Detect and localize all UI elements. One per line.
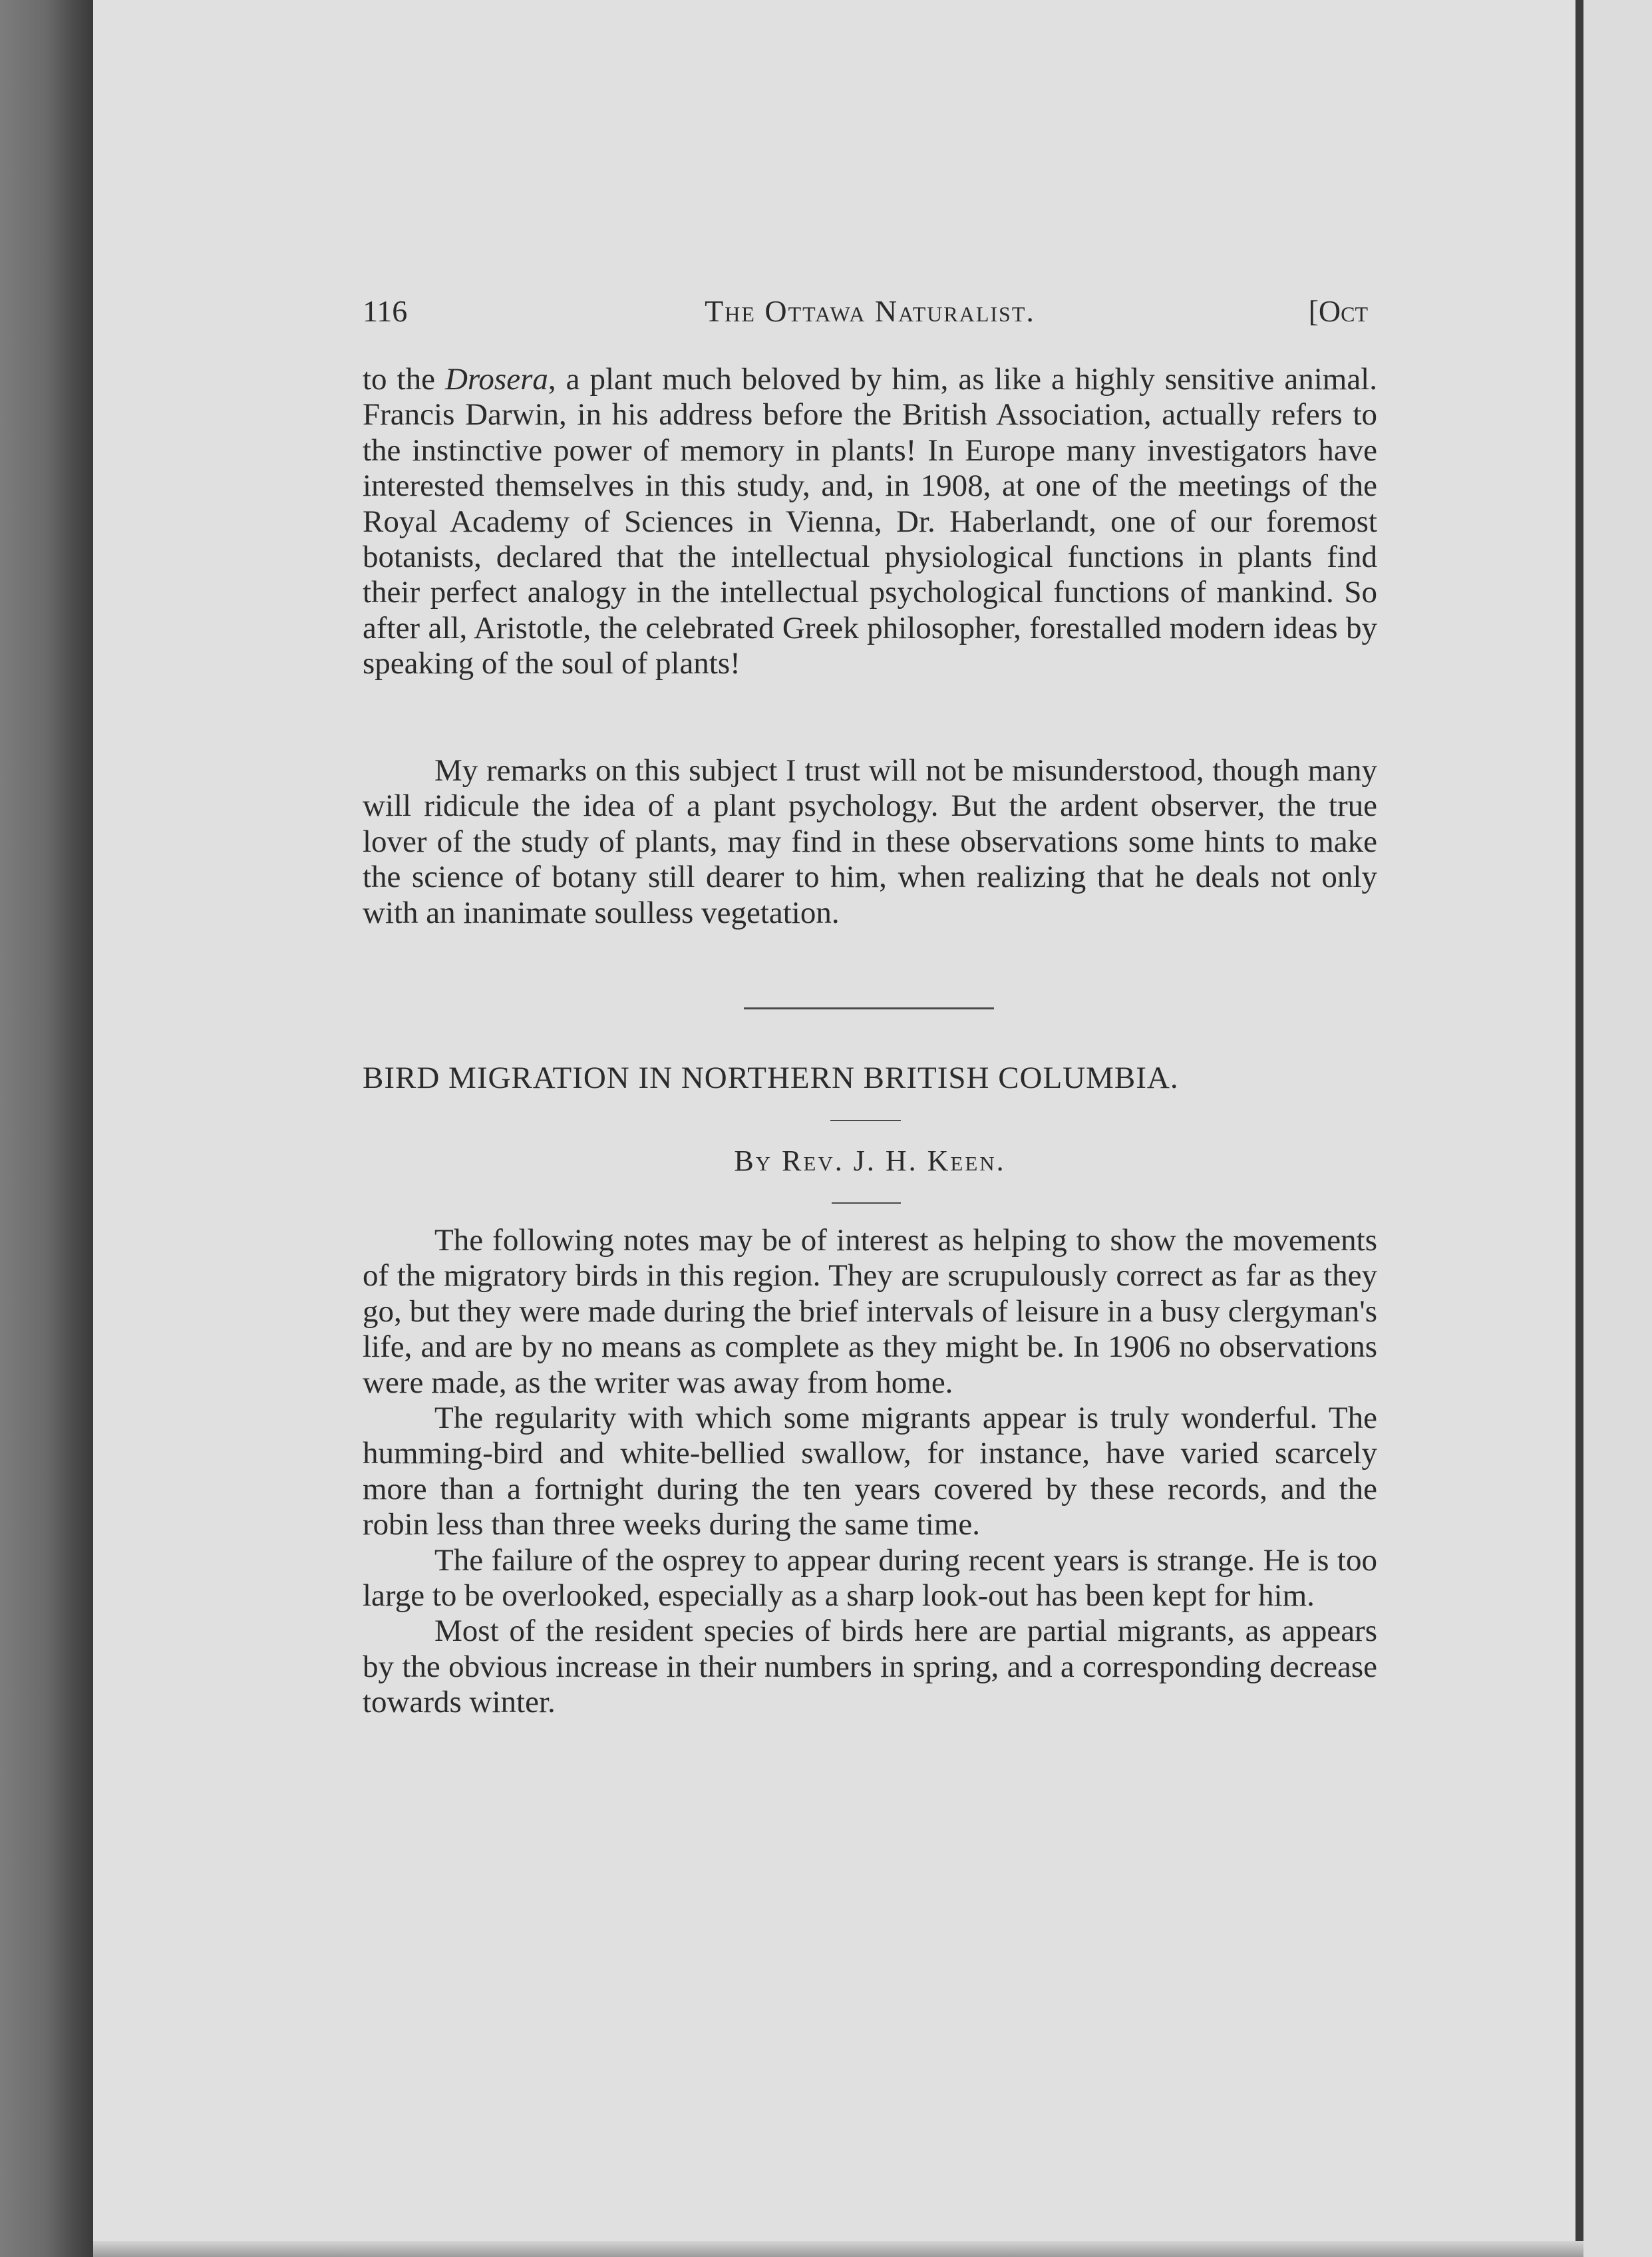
paragraph: The following notes may be of interest as helping to show the movements of the migratory birds in this region. They are scrupulously correct as far as they go, but they were made during the brief intervals of leisure in a busy clergyman's life, and are by no means as complete as they might be. In 1906 no observations were made, as the writer was away from home.: [363, 1223, 1377, 1400]
journal-title: The Ottawa Naturalist.: [705, 294, 1035, 328]
issue-month: [Oct: [1308, 294, 1368, 328]
section-divider: [744, 1007, 994, 1009]
scan-right-margin: [1583, 0, 1652, 2257]
paragraph: The failure of the osprey to appear during recent years is strange. He is too large to be overlooked, especially as a sharp look-out has been kept for him.: [363, 1542, 1377, 1614]
paragraph-remarks: My remarks on this subject I trust will not be misunderstood, though many will ridicule the idea of a plant psychology. But the ardent observer, the true lover of the study of plants, may find in these observations some hints to make the science of botany still dearer to him, when realizing that he deals not only with an inanimate soulless vegetation.: [363, 753, 1377, 930]
page-sheet: [93, 0, 1583, 2257]
scan-left-margin: [0, 0, 93, 2257]
byline-rule: [832, 1202, 901, 1204]
page-number: 116: [363, 294, 408, 328]
page-bottom-edge: [93, 2241, 1583, 2257]
article-byline: By Rev. J. H. Keen.: [734, 1144, 1006, 1177]
italic-term: Drosera: [444, 362, 548, 397]
remarks-paragraph-block: [363, 753, 1377, 931]
page-right-edge: [1575, 0, 1583, 2257]
article-title: BIRD MIGRATION IN NORTHERN BRITISH COLUMBIA.: [363, 1061, 1179, 1095]
title-rule: [830, 1120, 901, 1121]
running-head: [363, 291, 1377, 331]
paragraph: The regularity with which some migrants appear is truly wonderful. The humming-bird and white-bellied swallow, for instance, have varied scarcely more than a fortnight during the ten years covered by these records, and the robin less than three weeks during the same time.: [363, 1401, 1377, 1542]
continued-text: [363, 362, 1377, 682]
paragraph: Most of the resident species of birds here are partial migrants, as appears by the obvious increase in their numbers in spring, and a corresponding decrease towards winter.: [363, 1614, 1377, 1720]
paragraph-drosera: [363, 362, 1377, 682]
paragraph-text: , a plant much beloved by him, as like a highly sensitive animal. Francis Darwin, in his address before the British Association, actually refers to the instinctive power of memory in plants! In Europe many investigators have interested themselves in this study, and, in 1908, at one of the meetings of the Royal Academy of Sciences in Vienna, Dr. Haberlandt, one of our foremost botanists, declared that the intellectual physiological functions in plants find their perfect analogy in the intellectual psychological functions of mankind. So after all, Aristotle, the celebrated Greek philosopher, forestalled modern ideas by speaking of the soul of plants!: [363, 362, 1377, 681]
paragraph-text: to the: [363, 362, 445, 397]
article-body: [363, 1223, 1377, 1721]
